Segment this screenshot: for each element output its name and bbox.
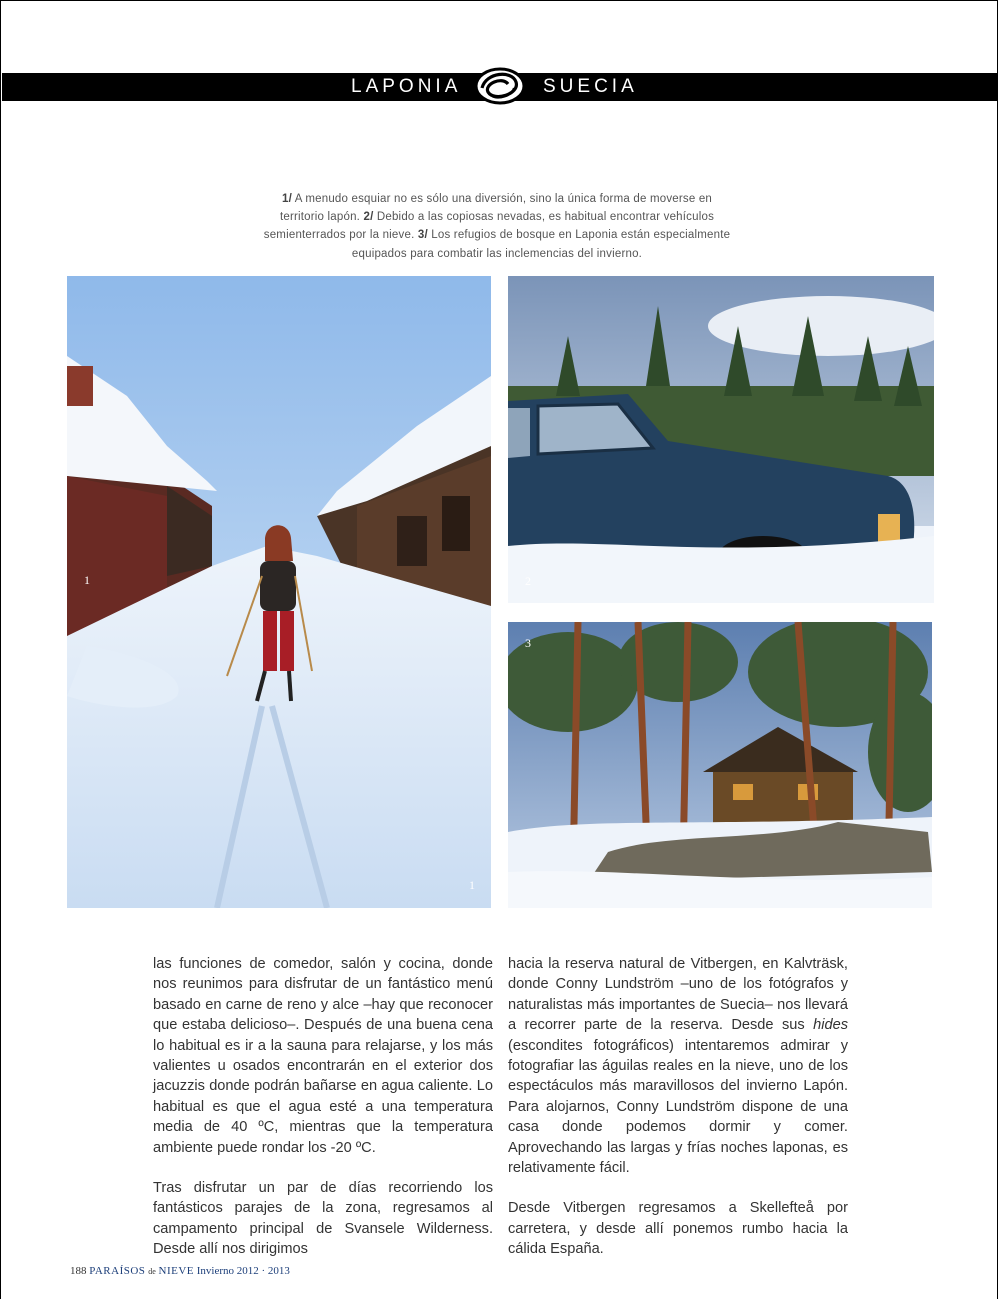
photo-3-label: 3 — [525, 636, 531, 650]
body-column-right — [508, 954, 848, 1280]
body-right-paragraph-1 — [508, 954, 848, 1178]
photo-1-label-left: 1 — [84, 573, 90, 587]
page-footer — [70, 1265, 290, 1277]
body-right-paragraph-2: Desde Vitbergen regresamos a Skellefteå por carretera, y desde allí ponemos rumbo hacia la cálida España. — [508, 1200, 848, 1258]
caption-num-2: 2/ — [363, 211, 374, 224]
caption-text-3: Los refugios de bosque en Laponia están especialmente equipados para combatir las inclemencias del invierno. — [351, 229, 731, 260]
swirl-logo-icon — [472, 66, 528, 106]
page-number: 188 — [70, 1265, 87, 1277]
header-country-label: SUECIA — [543, 76, 638, 97]
body-right-p1-end: (escondites fotográficos) intentaremos admirar y fotografiar las águilas reales en la nieve, uno de los espectáculos más maravillosos del invierno Lapón. Para alojarnos, Conny Lundström dispone de una casa donde podemos dormir y comer. Aprovechando las largas y frías noches laponas, es relativamente fácil. — [508, 1037, 848, 1177]
caption-text-2: Debido a las copiosas nevadas, es habitual encontrar vehículos semienterrados por la nieve. — [263, 211, 715, 242]
photo-1-label-right: 1 — [469, 878, 475, 892]
caption-num-3: 3/ — [417, 229, 428, 242]
caption-num-1: 1/ — [281, 193, 292, 205]
photo-2-label: 2 — [525, 574, 531, 588]
issue-label: Invierno 2012 · 2013 — [196, 1265, 290, 1277]
photo-skier — [67, 276, 491, 908]
body-left-paragraph-1: las funciones de comedor, salón y cocina, donde nos reunimos para disfrutar de un fantástico menú basado en carne de reno y alce –hay que reconocer que estaba delicioso–. Después de una buena cena lo habitual es ir a la sauna para relajarse, y los más valientes u osados encontrarán en el exterior dos jacuzzis donde podrán bañarse en agua caliente. Lo habitual es que el agua esté a una temperatura media de 40 ºC, mientras que la temperatura ambiente puede rondar los -20 ºC. — [153, 956, 493, 1156]
photo-buried-car — [508, 276, 934, 603]
body-left-paragraph-2: Tras disfrutar un par de días recorriendo los fantásticos parajes de la zona, regresamos al campamento principal de Svansele Wilderness. Desde allí nos dirigimos — [153, 1180, 493, 1258]
magazine-name-de: de — [148, 1267, 156, 1276]
magazine-name-nieve: NIEVE — [158, 1265, 194, 1277]
photo-forest-cabin — [508, 622, 932, 908]
caption-text-1: A menudo esquiar no es sólo una diversión, sino la única forma de moverse en territorio lapón. — [279, 193, 713, 224]
photo-caption — [262, 190, 732, 263]
header-region-label: LAPONIA — [351, 76, 462, 97]
magazine-name: PARAÍSOS — [89, 1265, 146, 1277]
body-column-left — [153, 954, 493, 1280]
body-right-p1-italic: hides — [813, 1017, 848, 1034]
body-right-p1-start: hacia la reserva natural de Vitbergen, en Kalvträsk, donde Conny Lundström –uno de los fotógrafos y naturalistas más importantes de Suecia– nos llevará a recorrer parte de la reserva. Desde sus — [508, 956, 848, 1034]
